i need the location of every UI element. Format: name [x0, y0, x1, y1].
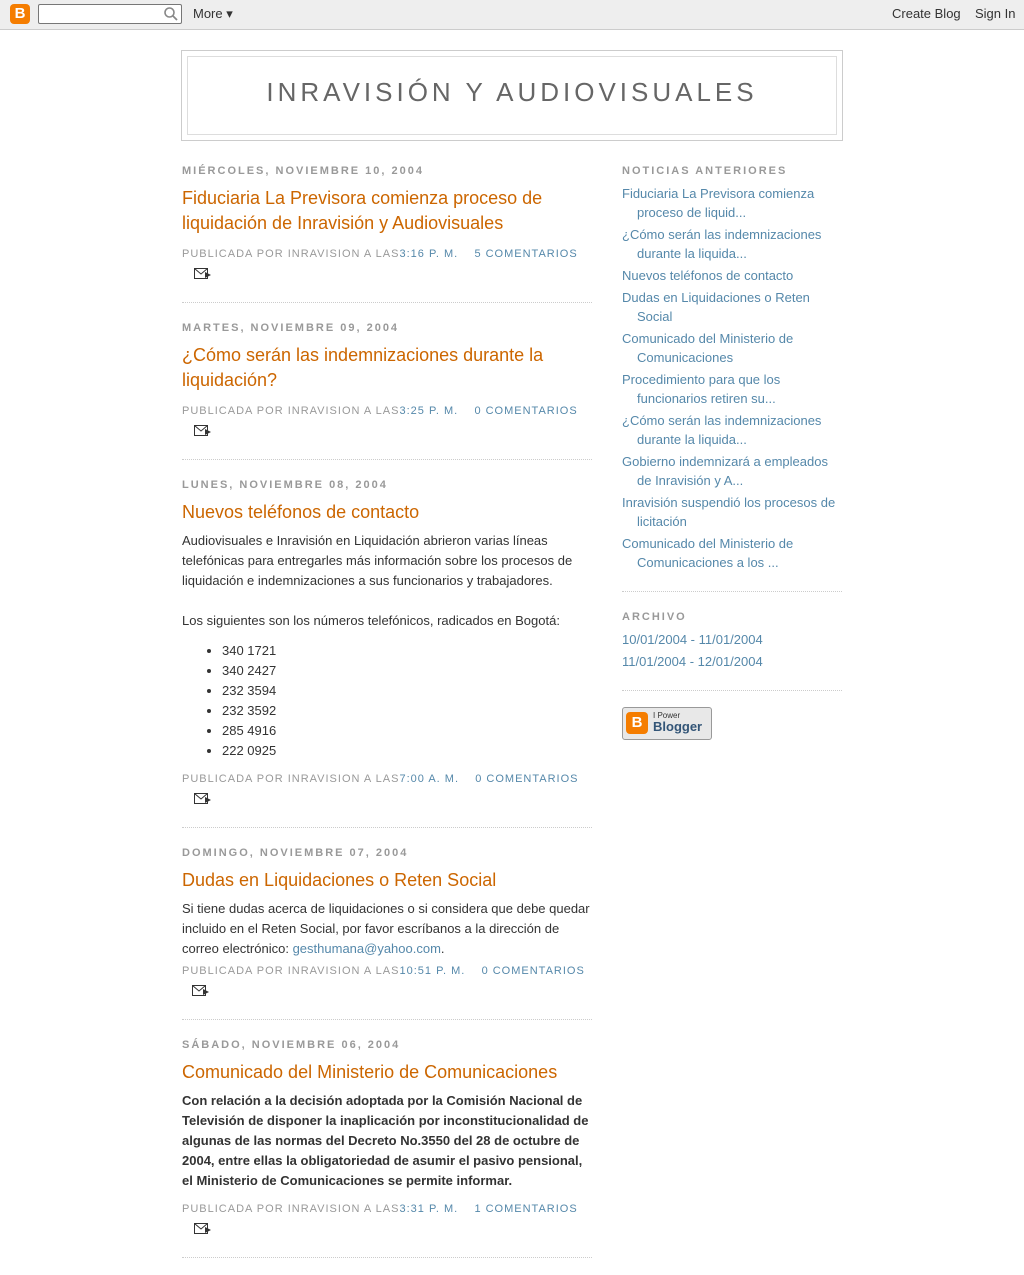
archive-link[interactable]: 11/01/2004 - 12/01/2004 [622, 654, 763, 669]
previous-post-link[interactable]: ¿Cómo serán las indemnizaciones durante la liquida... [622, 227, 822, 261]
previous-posts-title: NOTICIAS ANTERIORES [622, 165, 788, 177]
post-paragraph: Con relación a la decisión adoptada por la Comisión Nacional de Televisión de disponer la inaplicación por inconstitucionalidad de algunas de las normas del Decreto No.3550 del 28 de octubre de 2004, entre ellas la obligatoriedad de asumir el pasivo pensional, el Ministerio de Comunicaciones se permite informar. [182, 1093, 589, 1188]
post-comments-link[interactable]: 5 COMENTARIOS [474, 248, 578, 260]
post-footer [182, 1199, 592, 1239]
post-footer [182, 401, 592, 441]
post-timestamp-link[interactable]: 10:51 P. M. [399, 965, 466, 977]
phone-number: • 232 3592 [222, 701, 592, 721]
previous-post-link[interactable]: Comunicado del Ministerio de Comunicaciones a los ... [622, 536, 794, 570]
post-byline: PUBLICADA POR INRAVISION A LAS [182, 965, 400, 977]
post [182, 162, 592, 303]
navbar-search-input[interactable] [38, 4, 182, 24]
email-link[interactable]: gesthumana@yahoo.com [292, 941, 441, 956]
post-comments-link[interactable]: 0 COMENTARIOS [481, 965, 585, 977]
list-item [622, 266, 842, 285]
post-footer [182, 244, 592, 284]
archive-title: ARCHIVO [622, 611, 687, 623]
post-title[interactable]: Dudas en Liquidaciones o Reten Social [182, 870, 497, 890]
post-footer [182, 961, 592, 1001]
list-item [622, 329, 842, 367]
post-paragraph: Los siguientes son los números telefónicos, radicados en Bogotá: [182, 613, 560, 628]
blogger-logo-icon[interactable]: B [10, 4, 30, 24]
blog-header [181, 50, 843, 141]
create-blog-link[interactable]: Create Blog [892, 6, 961, 21]
post-paragraph: Si tiene dudas acerca de liquidaciones o si considera que debe quedar incluido en el Reten Social, por favor escríbanos a la dirección de correo electrónico: gesthumana@yahoo.com. [182, 901, 590, 956]
date-header: SÁBADO, NOVIEMBRE 06, 2004 [182, 1039, 401, 1051]
post-timestamp-link[interactable]: 3:31 P. M. [399, 1203, 459, 1215]
post-title[interactable]: Comunicado del Ministerio de Comunicaciones [182, 1062, 558, 1082]
phone-list [182, 641, 592, 761]
post-byline: PUBLICADA POR INRAVISION A LAS [182, 248, 400, 260]
post-comments-link[interactable]: 0 COMENTARIOS [474, 405, 578, 417]
email-post-icon[interactable] [194, 793, 212, 805]
blog-title[interactable]: INRAVISIÓN Y AUDIOVISUALES [266, 77, 758, 107]
date-header: LUNES, NOVIEMBRE 08, 2004 [182, 479, 388, 491]
post-title[interactable]: Fiduciaria La Previsora comienza proceso de liquidación de Inravisión y Audiovisuales [182, 188, 543, 233]
post-text: Si tiene dudas acerca de liquidaciones o si considera que debe quedar incluido en el Reten Social, por favor escríbanos a la dirección de correo electrónico: [182, 901, 590, 956]
archive-section [622, 608, 842, 691]
archive-list [622, 630, 842, 671]
post-byline: PUBLICADA POR INRAVISION A LAS [182, 1203, 400, 1215]
post-body [182, 1091, 592, 1191]
post-body [182, 531, 592, 761]
list-item [622, 630, 842, 649]
phone-number: • 340 1721 [222, 641, 592, 661]
previous-posts-section [622, 162, 842, 592]
search-icon[interactable] [163, 6, 179, 22]
email-post-icon[interactable] [192, 985, 210, 997]
post-title[interactable]: ¿Cómo serán las indemnizaciones durante la liquidación? [182, 345, 544, 390]
date-header: DOMINGO, NOVIEMBRE 07, 2004 [182, 847, 409, 859]
previous-post-link[interactable]: Procedimiento para que los funcionarios retiren su... [622, 372, 781, 406]
powered-by-blogger-badge[interactable] [622, 707, 712, 740]
post-timestamp-link[interactable]: 7:00 A. M. [399, 773, 460, 785]
list-item [622, 370, 842, 408]
list-item [622, 288, 842, 326]
post-paragraph: Audiovisuales e Inravisión en Liquidación abrieron varias líneas telefónicas para entregarles más información sobre los procesos de liquidación e indemnizaciones a sus funcionarios y trabajadores. [182, 533, 573, 588]
phone-number: • 222 0925 [222, 741, 592, 761]
post-title[interactable]: Nuevos teléfonos de contacto [182, 502, 420, 522]
post-byline: PUBLICADA POR INRAVISION A LAS [182, 773, 400, 785]
list-item [622, 184, 842, 222]
previous-post-link[interactable]: Inravisión suspendió los procesos de licitación [622, 495, 836, 529]
previous-post-link[interactable]: Fiduciaria La Previsora comienza proceso de liquid... [622, 186, 815, 220]
previous-post-link[interactable]: ¿Cómo serán las indemnizaciones durante la liquida... [622, 413, 822, 447]
phone-number: • 340 2427 [222, 661, 592, 681]
phone-number: • 232 3594 [222, 681, 592, 701]
previous-post-link[interactable]: Nuevos teléfonos de contacto [622, 268, 794, 283]
post-comments-link[interactable]: 0 COMENTARIOS [475, 773, 579, 785]
previous-posts-list [622, 184, 842, 572]
post [182, 476, 592, 828]
blogger-badge-icon: B [626, 712, 648, 734]
list-item [622, 411, 842, 449]
post-comments-link[interactable]: 1 COMENTARIOS [474, 1203, 578, 1215]
list-item [622, 225, 842, 263]
archive-link[interactable]: 10/01/2004 - 11/01/2004 [622, 632, 763, 647]
previous-post-link[interactable]: Gobierno indemnizará a empleados de Inravisión y A... [622, 454, 828, 488]
post [182, 844, 592, 1020]
email-post-icon[interactable] [194, 1223, 212, 1235]
list-item [622, 652, 842, 671]
more-menu[interactable]: More ▾ [193, 6, 233, 21]
previous-post-link[interactable]: Comunicado del Ministerio de Comunicaciones [622, 331, 794, 365]
post-footer [182, 769, 592, 809]
post [182, 1036, 592, 1258]
navbar [0, 0, 1024, 30]
list-item [622, 493, 842, 531]
badge-text-small: I Power [653, 711, 681, 720]
blog-header-inner [187, 56, 837, 135]
email-post-icon[interactable] [194, 425, 212, 437]
date-header: MIÉRCOLES, NOVIEMBRE 10, 2004 [182, 165, 424, 177]
list-item [622, 534, 842, 572]
phone-number: • 285 4916 [222, 721, 592, 741]
sign-in-link[interactable]: Sign In [975, 6, 1016, 21]
post [182, 319, 592, 460]
post-byline: PUBLICADA POR INRAVISION A LAS [182, 405, 400, 417]
post-timestamp-link[interactable]: 3:16 P. M. [399, 248, 459, 260]
list-item [622, 452, 842, 490]
previous-post-link[interactable]: Dudas en Liquidaciones o Reten Social [622, 290, 810, 324]
sidebar [622, 162, 842, 740]
email-post-icon[interactable] [194, 268, 212, 280]
date-header: MARTES, NOVIEMBRE 09, 2004 [182, 322, 400, 334]
badge-text-large: Blogger [653, 719, 703, 734]
main-column [182, 162, 592, 1274]
post-timestamp-link[interactable]: 3:25 P. M. [399, 405, 459, 417]
post-body [182, 899, 592, 959]
